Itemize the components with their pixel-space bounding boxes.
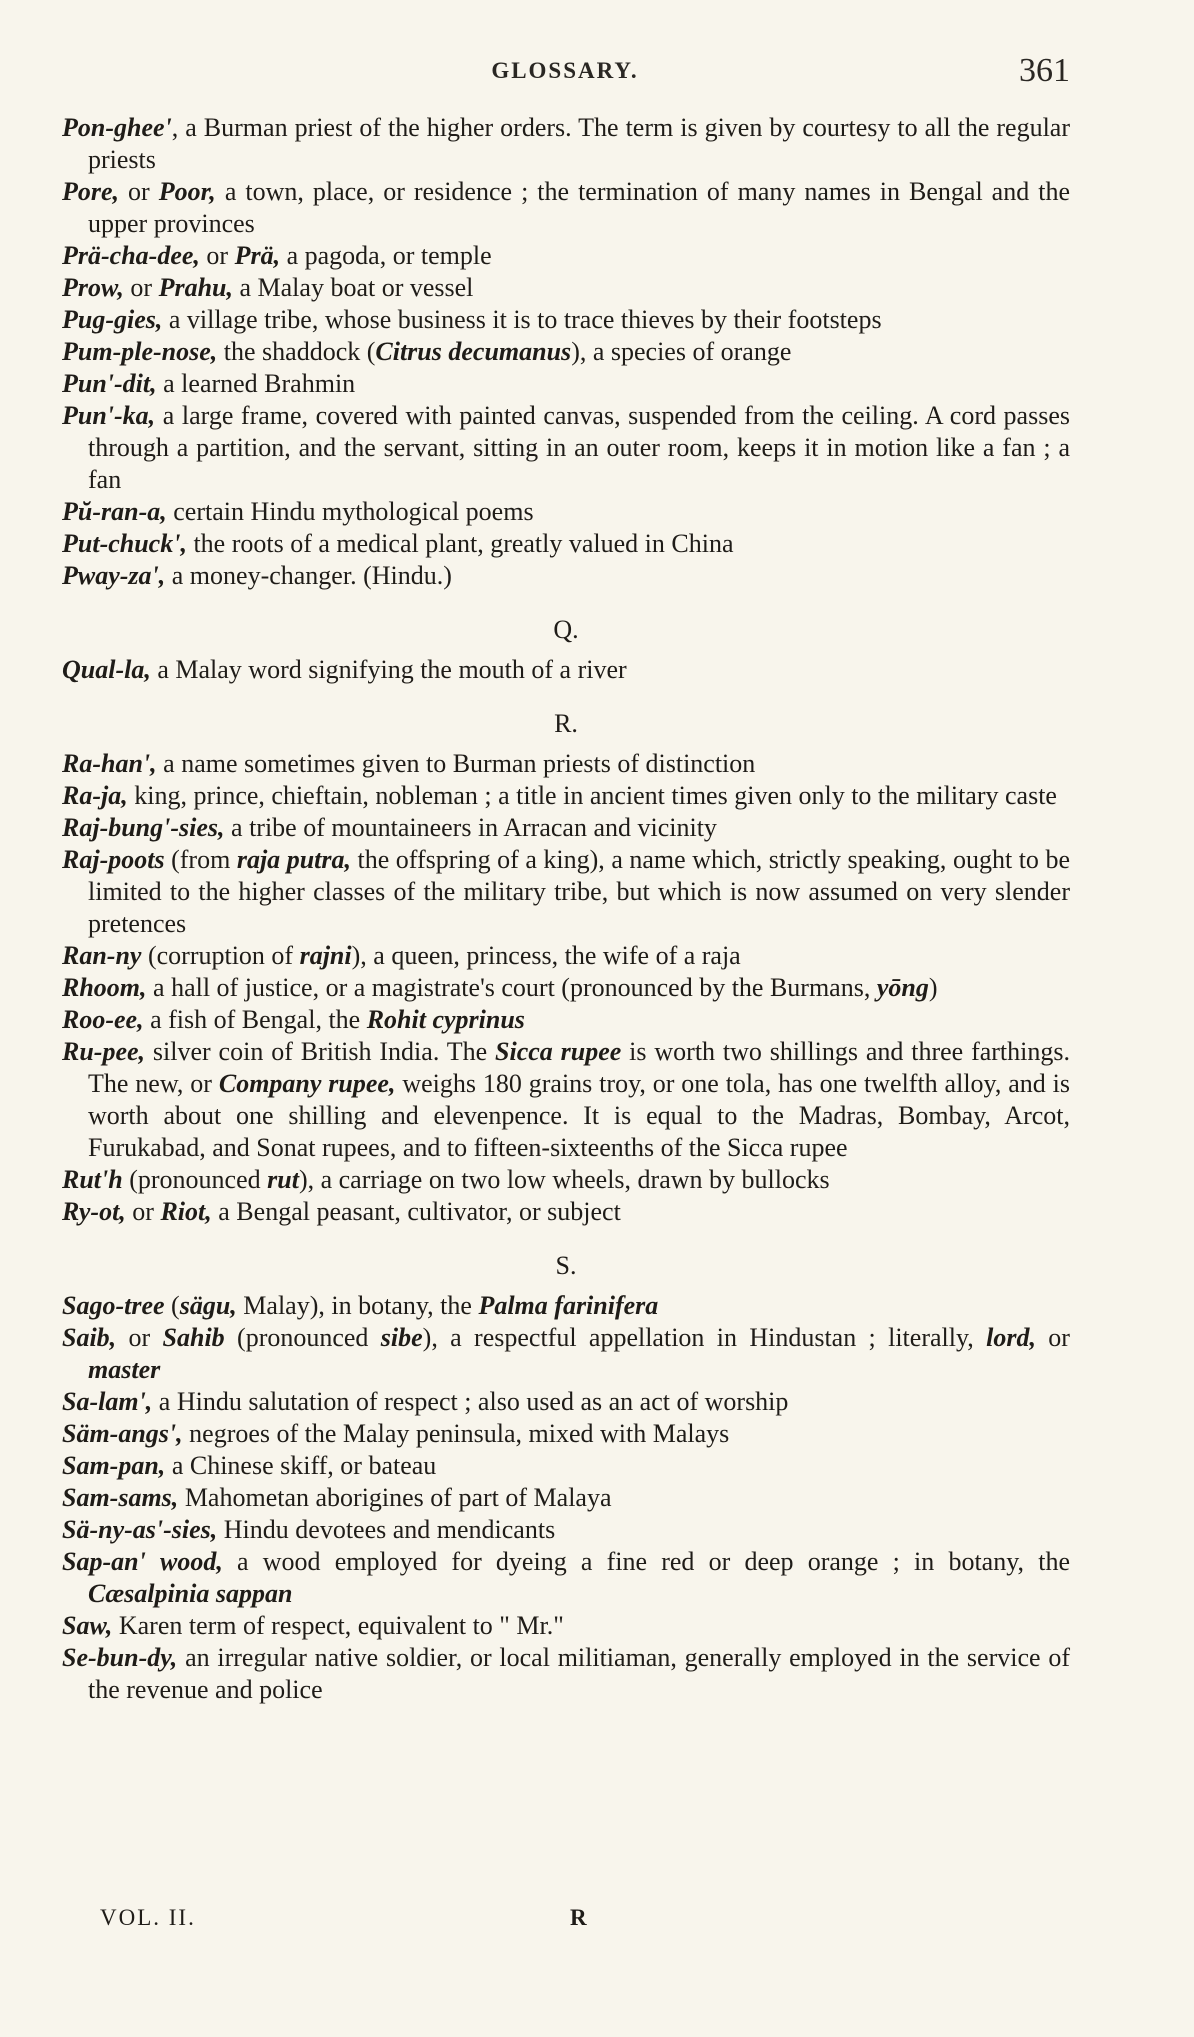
- definition-text: Karen term of respect, equivalent to " Mr.": [112, 1611, 564, 1640]
- headword: Qual-la,: [62, 655, 151, 684]
- definition-text: (corruption of: [141, 941, 300, 970]
- headword: Raj-bung'-sies,: [62, 813, 225, 842]
- headword: Sa-lam',: [62, 1387, 153, 1416]
- glossary-body: [62, 112, 1070, 1706]
- glossary-entry: [62, 1642, 1070, 1706]
- glossary-entry: [62, 1036, 1070, 1164]
- italic-term: rut: [267, 1165, 299, 1194]
- headword: Sago-tree: [62, 1291, 165, 1320]
- definition-text: (pronounced: [224, 1323, 381, 1352]
- definition-text: (: [164, 1291, 180, 1320]
- definition-text: or: [119, 177, 159, 206]
- glossary-entry: [62, 272, 1070, 304]
- running-title: GLOSSARY.: [491, 58, 639, 83]
- glossary-entry: [62, 560, 1070, 592]
- headword: Put-chuck',: [62, 529, 187, 558]
- headword: Sam-pan,: [62, 1451, 166, 1480]
- headword: Pum-ple-nose,: [62, 337, 218, 366]
- entries-q: [62, 654, 1070, 686]
- italic-term: master: [88, 1355, 161, 1384]
- italic-term: Sicca rupee: [495, 1037, 622, 1066]
- headword: Pug-gies,: [62, 305, 163, 334]
- definition-text: the roots of a medical plant, greatly valued in China: [186, 529, 734, 558]
- italic-term: Company rupee,: [218, 1069, 396, 1098]
- headword: Pway-za',: [62, 561, 166, 590]
- italic-term: raja putra,: [236, 845, 351, 874]
- definition-text: weighs 180 grains troy, or one tola, has one twelfth alloy, and is worth about one shilling and elevenpence. It is equal to the Madras, Bombay, Arcot, Furukabad, and Sonat rupees, and to fifteen-sixteenths of the Sicca rupee: [88, 1069, 1070, 1162]
- headword: Se-bun-dy,: [62, 1643, 178, 1672]
- definition-text: a Chinese skiff, or bateau: [165, 1451, 437, 1480]
- glossary-entry: [62, 1164, 1070, 1196]
- italic-term: Prahu,: [158, 273, 233, 302]
- italic-term: rajni: [299, 941, 352, 970]
- glossary-entry: [62, 112, 1070, 176]
- definition-text: a Malay boat or vessel: [232, 273, 474, 302]
- glossary-entry: [62, 304, 1070, 336]
- definition-text: ): [928, 973, 938, 1002]
- glossary-entry: [62, 780, 1070, 812]
- headword: Prä-cha-dee,: [62, 241, 200, 270]
- section-letter-s: S.: [555, 1251, 577, 1280]
- definition-text: a Malay word signifying the mouth of a river: [150, 655, 627, 684]
- headword: Pun'-ka,: [62, 401, 156, 430]
- glossary-entry: [62, 940, 1070, 972]
- definition-text: , a Burman priest of the higher orders. The term is given by courtesy to all the regular priests: [88, 113, 1070, 174]
- headword: Raj-poots: [62, 845, 165, 874]
- page-footer: [100, 1905, 700, 1941]
- definition-text: a village tribe, whose business it is to trace thieves by their footsteps: [162, 305, 882, 334]
- italic-term: sibe: [380, 1323, 423, 1352]
- definition-text: a wood employed for dyeing a fine red or deep orange ; in botany, the: [222, 1547, 1070, 1576]
- glossary-entry: [62, 1004, 1070, 1036]
- definition-text: Malay), in botany, the: [236, 1291, 479, 1320]
- definition-text: a fish of Bengal, the: [143, 1005, 367, 1034]
- section-letter-q: Q.: [553, 615, 579, 644]
- definition-text: (from: [164, 845, 237, 874]
- headword: Roo-ee,: [62, 1005, 144, 1034]
- headword: Sap-an' wood,: [62, 1547, 223, 1576]
- definition-text: or: [199, 241, 235, 270]
- glossary-entry: [62, 336, 1070, 368]
- volume-mark: VOL. II.: [100, 1905, 196, 1930]
- italic-term: Poor,: [158, 177, 216, 206]
- definition-text: silver coin of British India. The: [145, 1037, 496, 1066]
- definition-text: is worth two shillings and three farthings. The new, or: [88, 1037, 1070, 1098]
- headword: Prow,: [62, 273, 124, 302]
- headword: Pŭ-ran-a,: [62, 497, 167, 526]
- glossary-entry: [62, 972, 1070, 1004]
- headword: Pun'-dit,: [62, 369, 157, 398]
- definition-text: a pagoda, or temple: [280, 241, 492, 270]
- italic-term: Sahib: [162, 1323, 225, 1352]
- headword: Pon-ghee': [62, 113, 172, 142]
- glossary-entry: [62, 1546, 1070, 1610]
- headword: Ra-ja,: [62, 781, 128, 810]
- glossary-entry: [62, 528, 1070, 560]
- definition-text: Mahometan aborigines of part of Malaya: [178, 1483, 612, 1512]
- headword: Rhoom,: [62, 973, 147, 1002]
- italic-term: sägu,: [179, 1291, 237, 1320]
- definition-text: the shaddock (: [217, 337, 376, 366]
- headword: Ry-ot,: [62, 1197, 126, 1226]
- glossary-entry: [62, 1610, 1070, 1642]
- glossary-entry: [62, 496, 1070, 528]
- glossary-entry: [62, 176, 1070, 240]
- headword: Sä-ny-as'-sies,: [62, 1515, 218, 1544]
- glossary-entry: [62, 1418, 1070, 1450]
- definition-text: ), a respectful appellation in Hindustan ; literally,: [422, 1323, 987, 1352]
- definition-text: (pronounced: [122, 1165, 268, 1194]
- definition-text: or: [125, 1197, 161, 1226]
- headword: Ran-ny: [62, 941, 142, 970]
- definition-text: an irregular native soldier, or local militiaman, generally employed in the service of the revenue and police: [88, 1643, 1070, 1704]
- glossary-entry: [62, 812, 1070, 844]
- definition-text: king, prince, chieftain, nobleman ; a title in ancient times given only to the military caste: [127, 781, 1057, 810]
- definition-text: or: [123, 273, 159, 302]
- definition-text: a name sometimes given to Burman priests of distinction: [156, 749, 756, 778]
- glossary-entry: [62, 748, 1070, 780]
- definition-text: or: [116, 1323, 163, 1352]
- definition-text: Hindu devotees and mendicants: [217, 1515, 556, 1544]
- page-header: [60, 52, 1070, 92]
- glossary-entry: [62, 654, 1070, 686]
- glossary-entry: [62, 844, 1070, 940]
- italic-term: Prä,: [234, 241, 281, 270]
- definition-text: negroes of the Malay peninsula, mixed with Malays: [182, 1419, 730, 1448]
- definition-text: a Bengal peasant, cultivator, or subject: [211, 1197, 621, 1226]
- entries-p: [62, 112, 1070, 592]
- glossary-entry: [62, 1196, 1070, 1228]
- headword: Säm-angs',: [62, 1419, 183, 1448]
- glossary-entry: [62, 368, 1070, 400]
- definition-text: ), a carriage on two low wheels, drawn by bullocks: [298, 1165, 830, 1194]
- headword: Ru-pee,: [62, 1037, 146, 1066]
- section-letter-r: R.: [554, 709, 578, 738]
- entries-s: [62, 1290, 1070, 1706]
- italic-term: Riot,: [160, 1197, 212, 1226]
- glossary-entry: [62, 240, 1070, 272]
- definition-text: the offspring of a king), a name which, strictly speaking, ought to be limited to the higher classes of the military tribe, but which is now assumed on very slender pretences: [88, 845, 1070, 938]
- definition-text: a hall of justice, or a magistrate's court (pronounced by the Burmans,: [146, 973, 877, 1002]
- definition-text: certain Hindu mythological poems: [166, 497, 534, 526]
- entries-r: [62, 748, 1070, 1228]
- italic-term: Cæsalpinia sappan: [88, 1579, 293, 1608]
- italic-term: Rohit cyprinus: [366, 1005, 525, 1034]
- glossary-entry: [62, 1290, 1070, 1322]
- headword: Pore,: [62, 177, 120, 206]
- definition-text: ), a species of orange: [571, 337, 792, 366]
- italic-term: Citrus decumanus: [375, 337, 572, 366]
- headword: Sam-sams,: [62, 1483, 179, 1512]
- definition-text: a learned Brahmin: [156, 369, 356, 398]
- glossary-entry: [62, 1386, 1070, 1418]
- italic-term: Palma farinifera: [478, 1291, 659, 1320]
- definition-text: or: [1035, 1323, 1070, 1352]
- glossary-entry: [62, 1514, 1070, 1546]
- definition-text: a large frame, covered with painted canvas, suspended from the ceiling. A cord passes through a partition, and the servant, sitting in an outer room, keeps it in motion like a fan ; a fan: [88, 401, 1070, 494]
- definition-text: a tribe of mountaineers in Arracan and vicinity: [224, 813, 717, 842]
- definition-text: ), a queen, princess, the wife of a raja: [351, 941, 741, 970]
- definition-text: a Hindu salutation of respect ; also used as an act of worship: [152, 1387, 789, 1416]
- page-number: 361: [1019, 52, 1070, 89]
- headword: Saw,: [62, 1611, 113, 1640]
- headword: Ra-han',: [62, 749, 157, 778]
- glossary-entry: [62, 1322, 1070, 1386]
- italic-term: yōng: [876, 973, 929, 1002]
- glossary-entry: [62, 400, 1070, 496]
- glossary-entry: [62, 1482, 1070, 1514]
- definition-text: a money-changer. (Hindu.): [165, 561, 452, 590]
- headword: Saib,: [62, 1323, 117, 1352]
- definition-text: a town, place, or residence ; the termination of many names in Bengal and the upper provinces: [88, 177, 1070, 238]
- glossary-entry: [62, 1450, 1070, 1482]
- headword: Rut'h: [62, 1165, 123, 1194]
- signature-mark: R: [570, 1905, 589, 1930]
- italic-term: lord,: [986, 1323, 1036, 1352]
